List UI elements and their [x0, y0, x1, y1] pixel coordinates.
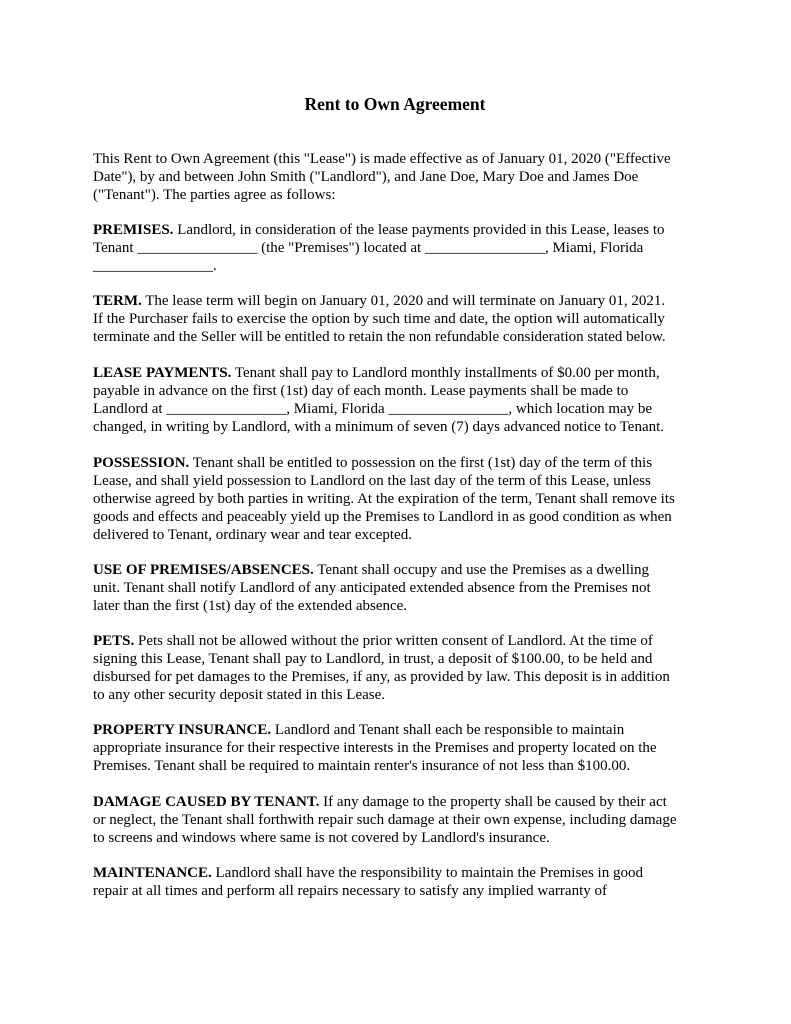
section-text: Premises. Tenant shall be required to maintain renter's insurance of not less than $100.00.	[93, 758, 631, 774]
section-text: appropriate insurance for their respective interests in the Premises and property located on the	[93, 740, 657, 756]
section-premises	[93, 221, 705, 275]
section-text: signing this Lease, Tenant shall pay to Landlord, in trust, a deposit of $100.00, to be held and	[93, 651, 653, 667]
section-heading: PETS.	[93, 633, 135, 649]
section-text: disbursed for pet damages to the Premises, if any, as provided by law. This deposit is in addition	[93, 669, 670, 685]
section-heading: POSSESSION.	[93, 455, 190, 471]
section-text: Tenant shall be entitled to possession on the first (1st) day of the term of this	[189, 455, 653, 471]
section-text: If the Purchaser fails to exercise the option by such time and date, the option will automatically	[93, 311, 665, 327]
section-text: to any other security deposit stated in this Lease.	[93, 687, 386, 703]
section-text: Tenant shall occupy and use the Premises as a dwelling	[313, 562, 650, 578]
section-text: Tenant ________________ (the "Premises") located at ________________, Miami, Florida	[93, 240, 644, 256]
section-heading: MAINTENANCE.	[93, 865, 212, 881]
section-maintenance	[93, 864, 705, 900]
section-text: payable in advance on the first (1st) day of each month. Lease payments shall be made to	[93, 383, 629, 399]
section-heading: DAMAGE CAUSED BY TENANT.	[93, 794, 320, 810]
section-text: Landlord, in consideration of the lease payments provided in this Lease, leases to	[173, 222, 665, 238]
section-text: repair at all times and perform all repairs necessary to satisfy any implied warranty of	[93, 883, 607, 899]
section-lease-payments	[93, 364, 705, 436]
section-text: Landlord at ________________, Miami, Florida ________________, which location may be	[93, 401, 653, 417]
section-text: otherwise agreed by both parties in writing. At the expiration of the term, Tenant shall remove its	[93, 491, 675, 507]
intro-paragraph	[93, 150, 705, 204]
section-heading: TERM.	[93, 293, 142, 309]
section-text: or neglect, the Tenant shall forthwith repair such damage at their own expense, including damage	[93, 812, 677, 828]
document-title: Rent to Own Agreement	[304, 94, 486, 114]
section-text: delivered to Tenant, ordinary wear and tear excepted.	[93, 527, 412, 543]
section-text: Lease, and shall yield possession to Landlord on the last day of the term of this Lease, unless	[93, 473, 651, 489]
section-text: goods and effects and peaceably yield up the Premises to Landlord in as good condition as when	[93, 509, 672, 525]
section-text: changed, in writing by Landlord, with a minimum of seven (7) days advanced notice to Tenant.	[93, 419, 665, 435]
section-heading: PREMISES.	[93, 222, 174, 238]
section-text: Pets shall not be allowed without the prior written consent of Landlord. At the time of	[134, 633, 653, 649]
section-term	[93, 292, 705, 346]
section-heading: USE OF PREMISES/ABSENCES.	[93, 562, 314, 578]
intro-line: This Rent to Own Agreement (this "Lease") is made effective as of January 01, 2020 ("Effective	[93, 151, 671, 167]
section-text: Landlord and Tenant shall each be responsible to maintain	[271, 722, 625, 738]
section-text: Tenant shall pay to Landlord monthly installments of $0.00 per month,	[231, 365, 660, 381]
intro-line: ("Tenant"). The parties agree as follows:	[93, 187, 336, 203]
section-damage-caused-by-tenant	[93, 793, 705, 847]
section-text: later than the first (1st) day of the extended absence.	[93, 598, 408, 614]
section-heading: PROPERTY INSURANCE.	[93, 722, 272, 738]
section-use-of-premises	[93, 561, 705, 615]
section-possession	[93, 454, 705, 544]
section-pets	[93, 632, 705, 704]
section-text: to screens and windows where same is not covered by Landlord's insurance.	[93, 830, 550, 846]
section-text: Landlord shall have the responsibility to maintain the Premises in good	[211, 865, 643, 881]
section-text: If any damage to the property shall be caused by their act	[319, 794, 667, 810]
section-property-insurance	[93, 721, 705, 775]
section-text: terminate and the Seller will be entitled to retain the non refundable consideration stated below.	[93, 329, 666, 345]
section-text: unit. Tenant shall notify Landlord of any anticipated extended absence from the Premises not	[93, 580, 651, 596]
section-heading: LEASE PAYMENTS.	[93, 365, 232, 381]
section-text: ________________.	[93, 258, 217, 274]
intro-line: Date"), by and between John Smith ("Landlord"), and Jane Doe, Mary Doe and James Doe	[93, 169, 639, 185]
section-text: The lease term will begin on January 01, 2020 and will terminate on January 01, 2021.	[141, 293, 666, 309]
